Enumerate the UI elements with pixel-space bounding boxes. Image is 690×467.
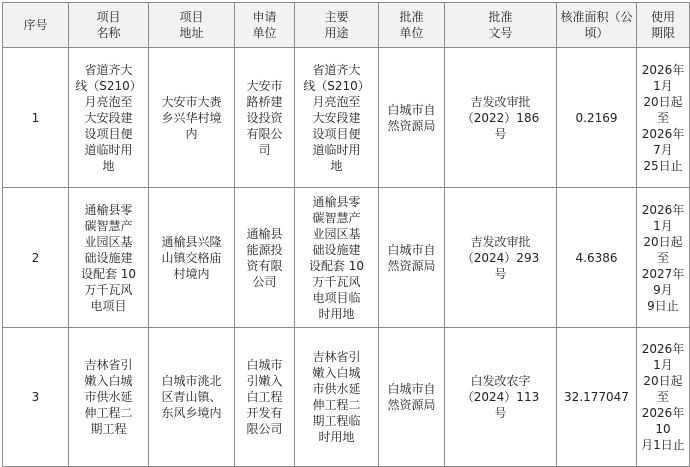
cell-applicant: 通榆县 能源投 资有限 公司 [235, 188, 295, 328]
cell-address: 大安市大赉 乡兴华村境 内 [149, 48, 235, 188]
cell-approver: 白城市自 然资源局 [379, 48, 445, 188]
table-row [3, 328, 690, 467]
cell-no: 1 [3, 48, 69, 188]
table-row [3, 48, 690, 188]
cell-no: 2 [3, 188, 69, 328]
header-row [3, 3, 690, 48]
cell-doc-no: 吉发改审批 （2022）186 号 [445, 48, 557, 188]
header-name: 项目 名称 [69, 3, 149, 48]
cell-period: 2026年1月 20日起至 2026年7月 25日止 [637, 48, 690, 188]
cell-approver: 白城市自 然资源局 [379, 188, 445, 328]
header-approver: 批准 单位 [379, 3, 445, 48]
cell-address: 通榆县兴隆 山镇交格庙 村境内 [149, 188, 235, 328]
cell-purpose: 吉林省引 嫩入白城 市供水延 伸工程二 期工程临 时用地 [295, 328, 379, 467]
cell-doc-no: 白发改农字 （2024）113 号 [445, 328, 557, 467]
header-applicant: 申请 单位 [235, 3, 295, 48]
land-use-table [2, 2, 690, 467]
cell-name: 省道齐大 线（S210） 月亮泡至 大安段建 设项目便 道临时用 地 [69, 48, 149, 188]
header-address: 项目 地址 [149, 3, 235, 48]
header-area: 核准面积（公 顷） [557, 3, 637, 48]
cell-area: 0.2169 [557, 48, 637, 188]
cell-applicant: 白城市 引嫩入 白工程 开发有 限公司 [235, 328, 295, 467]
cell-period: 2026年1月 20日起至 2027年9月 9日止 [637, 188, 690, 328]
cell-doc-no: 吉发改审批 （2024）293 号 [445, 188, 557, 328]
cell-area: 4.6386 [557, 188, 637, 328]
header-doc-no: 批准 文号 [445, 3, 557, 48]
cell-applicant: 大安市 路桥建 设投资 有限公 司 [235, 48, 295, 188]
cell-period: 2026年1月 20日起至 2026年10 月1日止 [637, 328, 690, 467]
cell-area: 32.177047 [557, 328, 637, 467]
cell-address: 白城市洮北 区青山镇、 东风乡境内 [149, 328, 235, 467]
cell-purpose: 省道齐大 线（S210） 月亮泡至 大安段建 设项目便 道临时用 地 [295, 48, 379, 188]
header-no: 序号 [3, 3, 69, 48]
cell-no: 3 [3, 328, 69, 467]
header-period: 使用 期限 [637, 3, 690, 48]
table-row [3, 188, 690, 328]
header-purpose: 主要 用途 [295, 3, 379, 48]
cell-approver: 白城市自 然资源局 [379, 328, 445, 467]
cell-name: 通榆县零 碳智慧产 业园区基 础设施建 设配套 10 万千瓦风 电项目 [69, 188, 149, 328]
cell-purpose: 通榆县零 碳智慧产 业园区基 础设施建 设配套 10 万千瓦风 电项目临 时用地 [295, 188, 379, 328]
cell-name: 吉林省引 嫩入白城 市供水延 伸工程二 期工程 [69, 328, 149, 467]
